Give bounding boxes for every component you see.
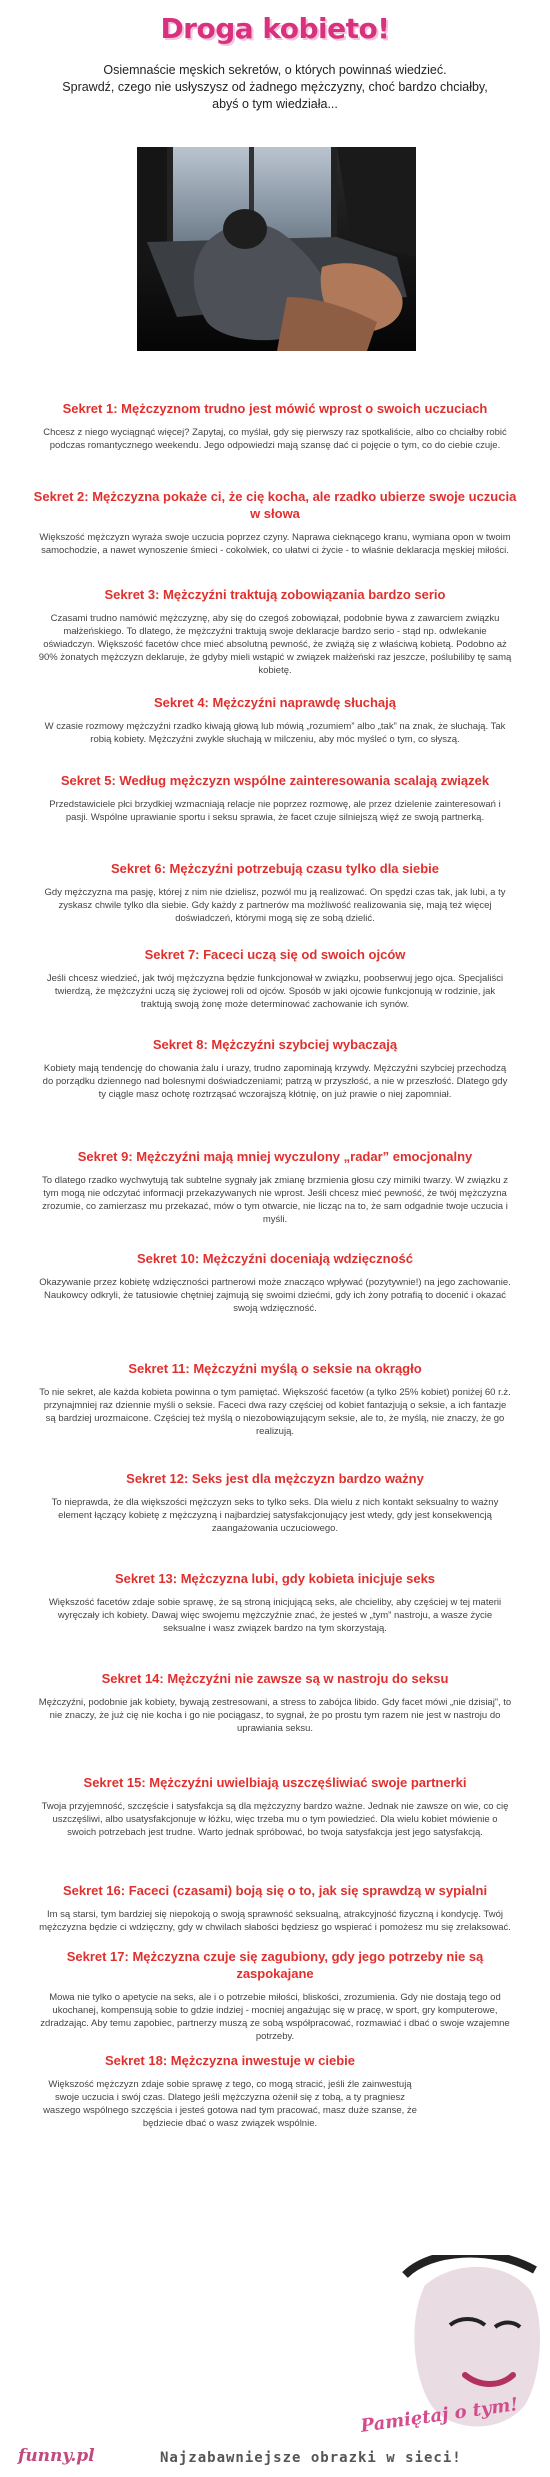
page-title: Droga kobieto! (160, 12, 390, 45)
secret-body: Jeśli chcesz wiedzieć, jak twój mężczyzna będzie funkcjonował w związku, poobserwuj jego ojca. Specjaliści twierdzą, że mężczyźni uczą się życiowej roli od ojców. Sposób w jaki ojcowie funkcjonują w rodzinie, jak traktują swoją żonę może determinować zachowanie ich synów. (46, 973, 504, 1010)
secret-11 (30, 1360, 520, 1470)
secret-3 (30, 586, 520, 694)
intro-line: Osiemnaście męskich sekretów, o których powinnaś wiedzieć. (103, 63, 447, 77)
secrets-list (30, 400, 520, 2142)
secret-13 (30, 1570, 520, 1670)
secret-heading: Sekret 9: Mężczyźni mają mniej wyczulony „radar” emocjonalny (77, 1149, 473, 1164)
secret-body: Mężczyźni, podobnie jak kobiety, bywają zestresowani, a stress to zabójca libido. Gdy facet mówi „nie dzisiaj”, to nie znaczy, że już cię nie kocha i go nie pociągasz, to sygnał, że po prostu tym razem nie jest w nastroju do uprawiania seksu. (38, 1697, 512, 1734)
secret-14 (30, 1670, 520, 1774)
secret-10 (30, 1250, 520, 1360)
secret-heading: Sekret 13: Mężczyzna lubi, gdy kobieta inicjuje seks (114, 1571, 436, 1586)
secret-body: W czasie rozmowy mężczyźni rzadko kiwają głową lub mówią „rozumiem” albo „tak” na znak, że słuchają. Tak robią kobiety. Mężczyźni zwykle słuchają w milczeniu, aby móc myśleć o tym, co słyszą. (44, 721, 506, 745)
secret-heading: Sekret 16: Faceci (czasami) boją się o to, jak się sprawdzą w sypialni (62, 1883, 488, 1898)
intro-line: abyś o tym wiedziała... (212, 97, 338, 111)
secret-heading: Sekret 15: Mężczyźni uwielbiają uszczęśliwiać swoje partnerki (83, 1775, 467, 1790)
secret-5 (30, 772, 520, 860)
secret-body: Im są starsi, tym bardziej się niepokoją o swoją sprawność seksualną, atrakcyjność fizyczną i kondycję. Twój mężczyzna będzie ci wdzięczny, gdy w chwilach słabości będziesz go wspierać i pomożesz mu się zrelaksować. (39, 1909, 511, 1933)
secret-heading: Sekret 7: Faceci uczą się od swoich ojców (144, 947, 406, 962)
secret-6 (30, 860, 520, 946)
site-logo[interactable]: funny.pl (18, 2446, 95, 2466)
secret-heading: Sekret 6: Mężczyźni potrzebują czasu tylko dla siebie (111, 861, 439, 876)
secret-body: Mowa nie tylko o apetycie na seks, ale i o potrzebie miłości, bliskości, zrozumienia. Gdy nie dostają tego od ukochanej, kompensują sobie to gdzie indziej - mocniej angażując się w pracę, w sport, gry komputerowe, zdradzając. Aby temu zapobiec, partnerzy muszą ze sobą współpracować, rozmawiać i dbać o swoje wzajemne potrzeby. (40, 1992, 510, 2042)
secret-15 (30, 1774, 520, 1882)
secret-16 (30, 1882, 520, 1948)
secret-4 (30, 694, 520, 772)
secret-body: Większość facetów zdaje sobie sprawę, że są stroną inicjującą seks, ale chcieliby, aby częściej w tej materii wyręczały ich kobiety. Dawaj więc swojemu mężczyźnie znać, że jesteś w „tym” nastroju, a wasze życie seksualne i wasz związek bardzo na tym skorzystają. (48, 1597, 502, 1634)
secret-body: Kobiety mają tendencję do chowania żalu i urazy, trudno zapominają krzywdy. Mężczyźni szybciej przechodzą do porządku dziennego nad bolesnymi doświadczeniami; patrzą w przyszłość, a nie w przeszłość. Dlatego gdy ty ciągle masz ochotę roztrząsać wczorajszą kłótnię, on już prawie o niej zapomniał. (42, 1063, 508, 1100)
secret-heading: Sekret 5: Według mężczyzn wspólne zainteresowania scalają związek (60, 773, 490, 788)
secret-heading: Sekret 14: Mężczyźni nie zawsze są w nastroju do seksu (101, 1671, 449, 1686)
woman-window-photo (137, 147, 416, 351)
secret-heading: Sekret 12: Seks jest dla mężczyzn bardzo ważny (126, 1471, 424, 1486)
secret-body: Większość mężczyzn wyraża swoje uczucia poprzez czyny. Naprawa cieknącego kranu, wymiana opon w twoim samochodzie, a nawet wynoszenie śmieci - cokolwiek, co ułatwi ci życie - to właśnie deklaracja męskiej miłości. (39, 532, 511, 556)
secret-body: Gdy mężczyzna ma pasję, której z nim nie dzielisz, pozwól mu ją realizować. On spędzi czas tak, jak lubi, a ty zyskasz chwile tylko dla siebie. Gdy każdy z partnerów ma możliwość realizowania się, mają też więcej doświadczeń, którymi mogą się ze sobą dzielić. (44, 887, 506, 924)
secret-18 (30, 2052, 520, 2142)
secret-heading: Sekret 10: Mężczyźni doceniają wdzięczność (137, 1251, 413, 1266)
secret-body: To nie sekret, ale każda kobieta powinna o tym pamiętać. Większość facetów (a tylko 25% kobiet) poniżej 60 r.ż. przynajmniej raz dziennie myśli o seksie. Faceci dwa razy częściej od kobiet fantazjują o seksie, a ich fantazje są bardziej urozmaicone. Częściej też myślą o niezobowiązującym seksie, ale to, że myślą, nie znaczy, że go realizują. (39, 1387, 511, 1437)
secret-heading: Sekret 18: Mężczyzna inwestuje w ciebie (105, 2053, 355, 2068)
secret-heading: Sekret 3: Mężczyźni traktują zobowiązania bardzo serio (104, 587, 446, 602)
secret-body: Chcesz z niego wyciągnąć więcej? Zapytaj, co myślał, gdy się pierwszy raz spotkaliście, albo co chciałby robić podczas romantycznego weekendu. Jego odpowiedzi mają szansę dać ci pojęcie o tym, co do ciebie czuje. (43, 427, 507, 451)
hero-photo (137, 147, 416, 351)
secret-9 (30, 1148, 520, 1250)
intro-text (60, 62, 490, 113)
intro-line: Sprawdź, czego nie usłyszysz od żadnego mężczyzny, choć bardzo chciałby, (62, 80, 488, 94)
secret-body: Twoja przyjemność, szczęście i satysfakcja są dla mężczyzny bardzo ważne. Jednak nie zawsze on wie, co cię uszczęśliwi, albo usatysfakcjonuje w łóżku, więc trzeba mu o tym powiedzieć. Dla wielu kobiet mówienie o swoich potrzebach jest trudne. Warto jednak spróbować, bo twoja satysfakcja jest jego satysfakcją. (41, 1801, 509, 1838)
secret-heading: Sekret 4: Mężczyźni naprawdę słuchają (153, 695, 397, 710)
secret-body: Większość mężczyzn zdaje sobie sprawę z tego, co mogą stracić, jeśli źle zainwestują swoje uczucia i swój czas. Dlatego jeśli mężczyzna ożenił się z tobą, a ty pragniesz waszego wspólnego szczęścia i jesteś gotowa nad tym pracować, masz duże szanse, że będziecie dbać o wasz związek wspólnie. (43, 2079, 417, 2129)
secret-heading: Sekret 11: Mężczyźni myślą o seksie na okrągło (128, 1361, 422, 1376)
secret-body: To nieprawda, że dla większości mężczyzn seks to tylko seks. Dla wielu z nich kontakt seksualny to ważny element łączący kobietę z mężczyzną i najbardziej satysfakcjonujący jest wtedy, gdy jest konsekwencją zaangażowania uczuciowego. (51, 1497, 499, 1534)
secret-heading: Sekret 8: Mężczyźni szybciej wybaczają (152, 1037, 398, 1052)
secret-12 (30, 1470, 520, 1570)
secret-body: Przedstawiciele płci brzydkiej wzmacniają relacje nie poprzez rozmowę, ale przez dzielenie zainteresowań i pasji. Wspólne uprawianie sportu i seksu sprawia, że facet czuje silniejszą więź ze swoją partnerką. (49, 799, 501, 823)
secret-body: To dlatego rzadko wychwytują tak subtelne sygnały jak zmianę brzmienia głosu czy mimiki twarzy. W związku z tym mogą nie odczytać informacji przekazywanych nie wprost. Jeśli chcesz mieć pewność, że twój mężczyzna zrozumie, co zamierzasz mu przekazać, mów o tym otwarcie, nie licząc na to, że sam odgadnie twoje uczucia i myśli. (41, 1175, 509, 1225)
secret-heading: Sekret 17: Mężczyzna czuje się zagubiony, gdy jego potrzeby nie są zaspokajane (66, 1949, 484, 1981)
secret-8 (30, 1036, 520, 1148)
site-tagline: Najzabawniejsze obrazki w sieci! (160, 2450, 462, 2466)
secret-body: Okazywanie przez kobietę wdzięczności partnerowi może znacząco wpływać (pozytywnie!) na jego zachowanie. Naukowcy odkryli, że tatusiowie chętniej zajmują się swoimi dziećmi, gdy ich żony potrafią to docenić i okazać swoją wdzięczność. (39, 1277, 511, 1314)
secret-2 (30, 488, 520, 586)
secret-body: Czasami trudno namówić mężczyznę, aby się do czegoś zobowiązał, podobnie bywa z zawarciem związku małżeńskiego. To dlatego, że mężczyźni traktują swoje deklaracje bardzo serio - stąd np. odwlekanie oświadczyn. Większość facetów chce mieć absolutną pewność, że zwiążą się z właściwą kobietą. Podobno aż 90% żonatych mężczyzn deklaruje, że gdyby mieli wstąpić w związek małżeński raz jeszcze, poślubiliby tę samą kobietę. (38, 613, 512, 676)
secret-17 (30, 1948, 520, 2052)
secret-heading: Sekret 2: Mężczyzna pokaże ci, że cię kocha, ale rzadko ubierze swoje uczucia w słowa (33, 489, 517, 521)
remember-signature: Pamiętaj o tym! (359, 2394, 520, 2437)
secret-7 (30, 946, 520, 1036)
footer (0, 2440, 550, 2477)
secret-1 (30, 400, 520, 488)
secret-heading: Sekret 1: Mężczyznom trudno jest mówić wprost o swoich uczuciach (62, 401, 488, 416)
